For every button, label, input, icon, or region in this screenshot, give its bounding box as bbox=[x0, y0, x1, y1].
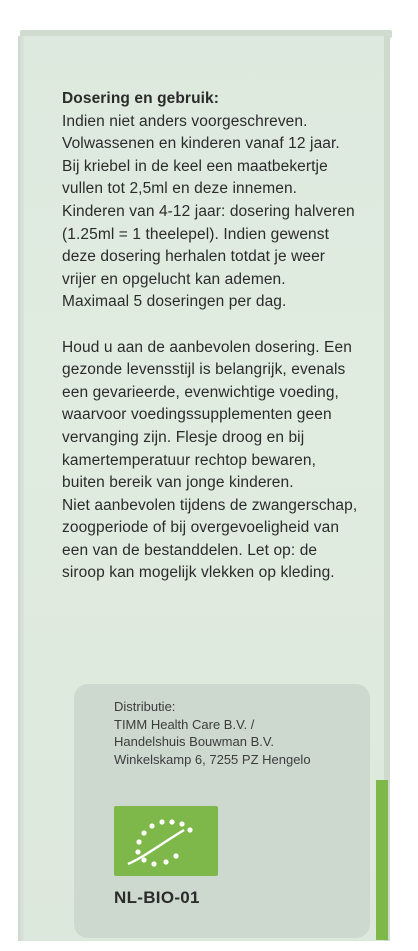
advice-line: siroop kan mogelijk vlekken op kleding. bbox=[62, 564, 335, 582]
usage-line: Indien niet anders voorgeschreven. bbox=[62, 112, 308, 130]
usage-line: Volwassenen en kinderen vanaf 12 jaar. bbox=[62, 135, 340, 153]
advice-line: zoogperiode of bij overgevoeligheid van bbox=[62, 519, 340, 537]
advice-line: waarvoor voedingssupplementen geen bbox=[62, 406, 332, 424]
usage-line: deze dosering herhalen totdat je weer bbox=[62, 248, 326, 266]
usage-line: (1.25ml = 1 theelepel). Indien gewenst bbox=[62, 225, 330, 243]
distribution-text bbox=[114, 698, 311, 768]
usage-line: vullen tot 2,5ml en deze innemen. bbox=[62, 180, 298, 198]
advice-line: een gevarieerde, evenwichtige voeding, bbox=[62, 383, 339, 401]
distributor-address: Winkelskamp 6, 7255 PZ Hengelo bbox=[114, 751, 311, 767]
usage-line: Maximaal 5 doseringen per dag. bbox=[62, 293, 287, 311]
usage-line: Bij kriebel in de keel een maatbekertje bbox=[62, 157, 328, 175]
distributor-name-2: Handelshuis Bouwman B.V. bbox=[114, 734, 274, 749]
distributor-name: TIMM Health Care B.V. / bbox=[114, 716, 255, 732]
advice-line: vervanging zijn. Flesje droog en bij bbox=[62, 428, 305, 446]
advice-line: een van de bestanddelen. Let op: de bbox=[62, 541, 318, 559]
advice-line: buiten bereik van jonge kinderen. bbox=[62, 474, 294, 492]
eu-organic-leaf-icon bbox=[114, 806, 218, 876]
eu-organic-leaf-svg bbox=[114, 806, 218, 876]
paragraph-gap bbox=[62, 314, 382, 337]
advice-line: gezonde levensstijl is belangrijk, evenals bbox=[62, 361, 346, 379]
advice-line: Houd u aan de aanbevolen dosering. Een bbox=[62, 338, 352, 356]
organic-control-code: NL-BIO-01 bbox=[114, 888, 200, 907]
usage-instructions bbox=[62, 88, 382, 585]
usage-line: Kinderen van 4-12 jaar: dosering halveren bbox=[62, 202, 355, 220]
green-side-strip bbox=[376, 780, 388, 940]
distribution-label: Distributie: bbox=[114, 699, 176, 714]
usage-line: vrijer en opgelucht kan ademen. bbox=[62, 270, 286, 288]
advice-line: Niet aanbevolen tijdens de zwangerschap, bbox=[62, 496, 358, 514]
usage-heading: Dosering en gebruik: bbox=[62, 90, 220, 107]
distribution-panel bbox=[74, 684, 370, 938]
advice-line: kamertemperatuur rechtop bewaren, bbox=[62, 451, 317, 469]
